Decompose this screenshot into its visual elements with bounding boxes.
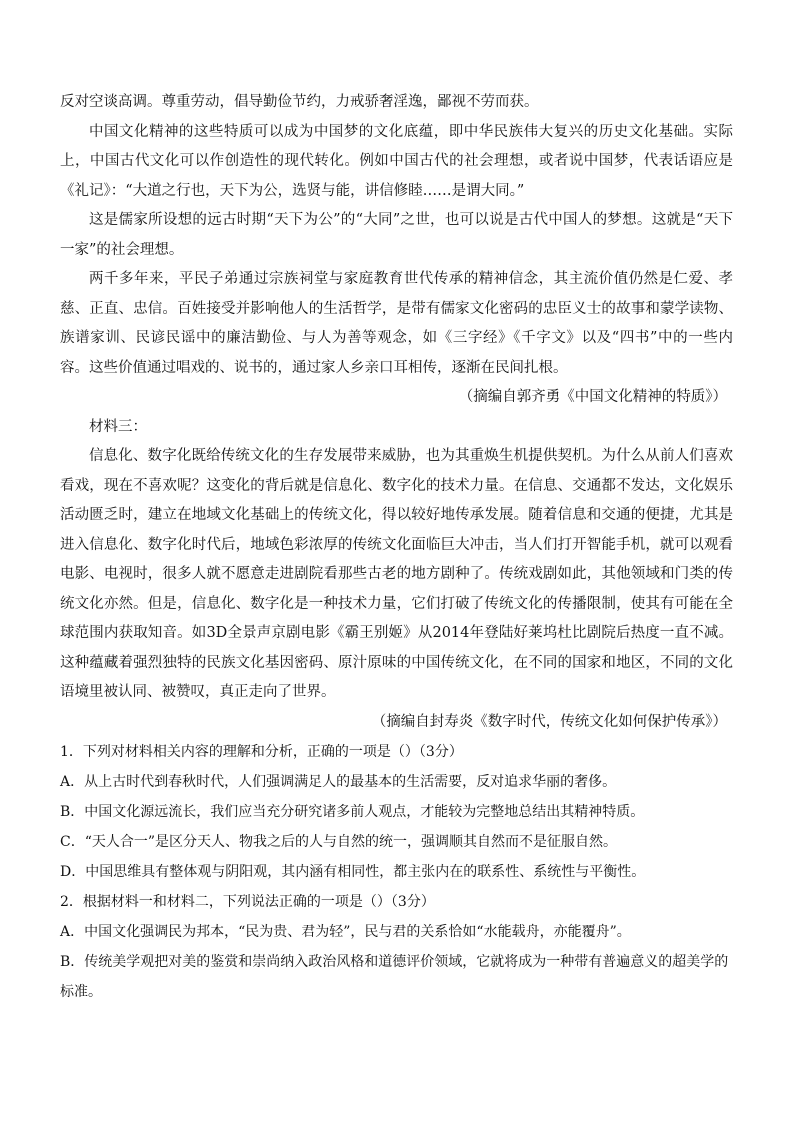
question-1-option-b: B．中国文化源远流长，我们应当充分研究诸多前人观点，才能较为完整地总结出其精神特质。 (60, 804, 645, 820)
question-1-option-c: C．“天人合一”是区分天人、物我之后的人与自然的统一，强调顺其自然而不是征服自然。 (60, 834, 618, 850)
question-1-option-d: D．中国思维具有整体观与阴阳观，其内涵有相同性，都主张内在的联系性、系统性与平衡性。 (60, 864, 646, 880)
document-page (60, 88, 733, 1007)
paragraph-cultural-foundation: 中国文化精神的这些特质可以成为中国梦的文化底蕴，即中华民族伟大复兴的历史文化基础。实际上，中国古代文化可以作创造性的现代转化。例如中国古代的社会理想，或者说中国梦，代表话语应是《礼记》：“大道之行也，天下为公，选贤与能，讲信修睦……是谓大同。” (60, 123, 733, 199)
question-1-option-a: A．从上古时代到春秋时代，人们强调满足人的最基本的生活需要，反对追求华丽的奢侈。 (60, 774, 617, 790)
source-citation-three: （摘编自封寿炎《数字时代，传统文化如何保护传承》） (371, 713, 727, 730)
question-2-option-b: B．传统美学观把对美的鉴赏和崇尚纳入政治风格和道德评价领域，它就将成为一种带有普遍意义的超美学的标准。 (60, 954, 729, 1000)
paragraph-social-ideal: 这是儒家所设想的远古时期“天下为公”的“大同”之世，也可以说是古代中国人的梦想。这就是“天下一家”的社会理想。 (60, 212, 733, 258)
paragraph-digital-era: 信息化、数字化既给传统文化的生存发展带来威胁，也为其重焕生机提供契机。为什么从前人们喜欢看戏，现在不喜欢呢？这变化的背后就是信息化、数字化的技术力量。在信息、交通都不发达，文化娱乐活动匮乏时，建立在地域文化基础上的传统文化，得以较好地传承发展。随着信息和交通的便捷，尤其是进入信息化、数字化时代后，地域色彩浓厚的传统文化面临巨大冲击，当人们打开智能手机，就可以观看电影、电视时，很多人就不愿意走进剧院看那些古老的地方剧种了。传统戏剧如此，其他领域和门类的传统文化亦然。但是，信息化、数字化是一种技术力量，它们打破了传统文化的传播限制，使其有可能在全球范围内获取知音。如3D全景声京剧电影《霸王别姬》从2014年登陆好莱坞杜比剧院后热度一直不减。这种蕴藏着强烈独特的民族文化基因密码、原汁原味的中国传统文化，在不同的国家和地区，不同的文化语境里被认同、被赞叹，真正走向了世界。 (60, 448, 733, 700)
paragraph-line-top: 反对空谈高调。尊重劳动，倡导勤俭节约，力戒骄奢淫逸，鄙视不劳而获。 (60, 94, 539, 110)
source-citation-two: （摘编自郭齐勇《中国文化精神的特质》） (458, 389, 727, 405)
question-2-stem: 2．根据材料一和材料二，下列说法正确的一项是（）（3分） (60, 894, 435, 910)
question-2-option-a: A．中国文化强调民为邦本，“民为贵、君为轻”，民与君的关系恰如“水能载舟，亦能覆舟”。 (60, 924, 631, 940)
paragraph-folk-values: 两千多年来，平民子弟通过宗族祠堂与家庭教育世代传承的精神信念，其主流价值仍然是仁爱、孝慈、正直、忠信。百姓接受并影响他人的生活哲学，是带有儒家文化密码的忠臣义士的故事和蒙学读物、族谱家训、民谚民谣中的廉洁勤俭、与人为善等观念，如《三字经》《千字文》以及“四书”中的一些内容。这些价值通过唱戏的、说书的，通过家人乡亲口耳相传，逐渐在民间扎根。 (60, 271, 733, 376)
question-1-stem: 1．下列对材料相关内容的理解和分析，正确的一项是（）（3分） (60, 744, 463, 760)
material-three-label: 材料三： (89, 418, 147, 435)
